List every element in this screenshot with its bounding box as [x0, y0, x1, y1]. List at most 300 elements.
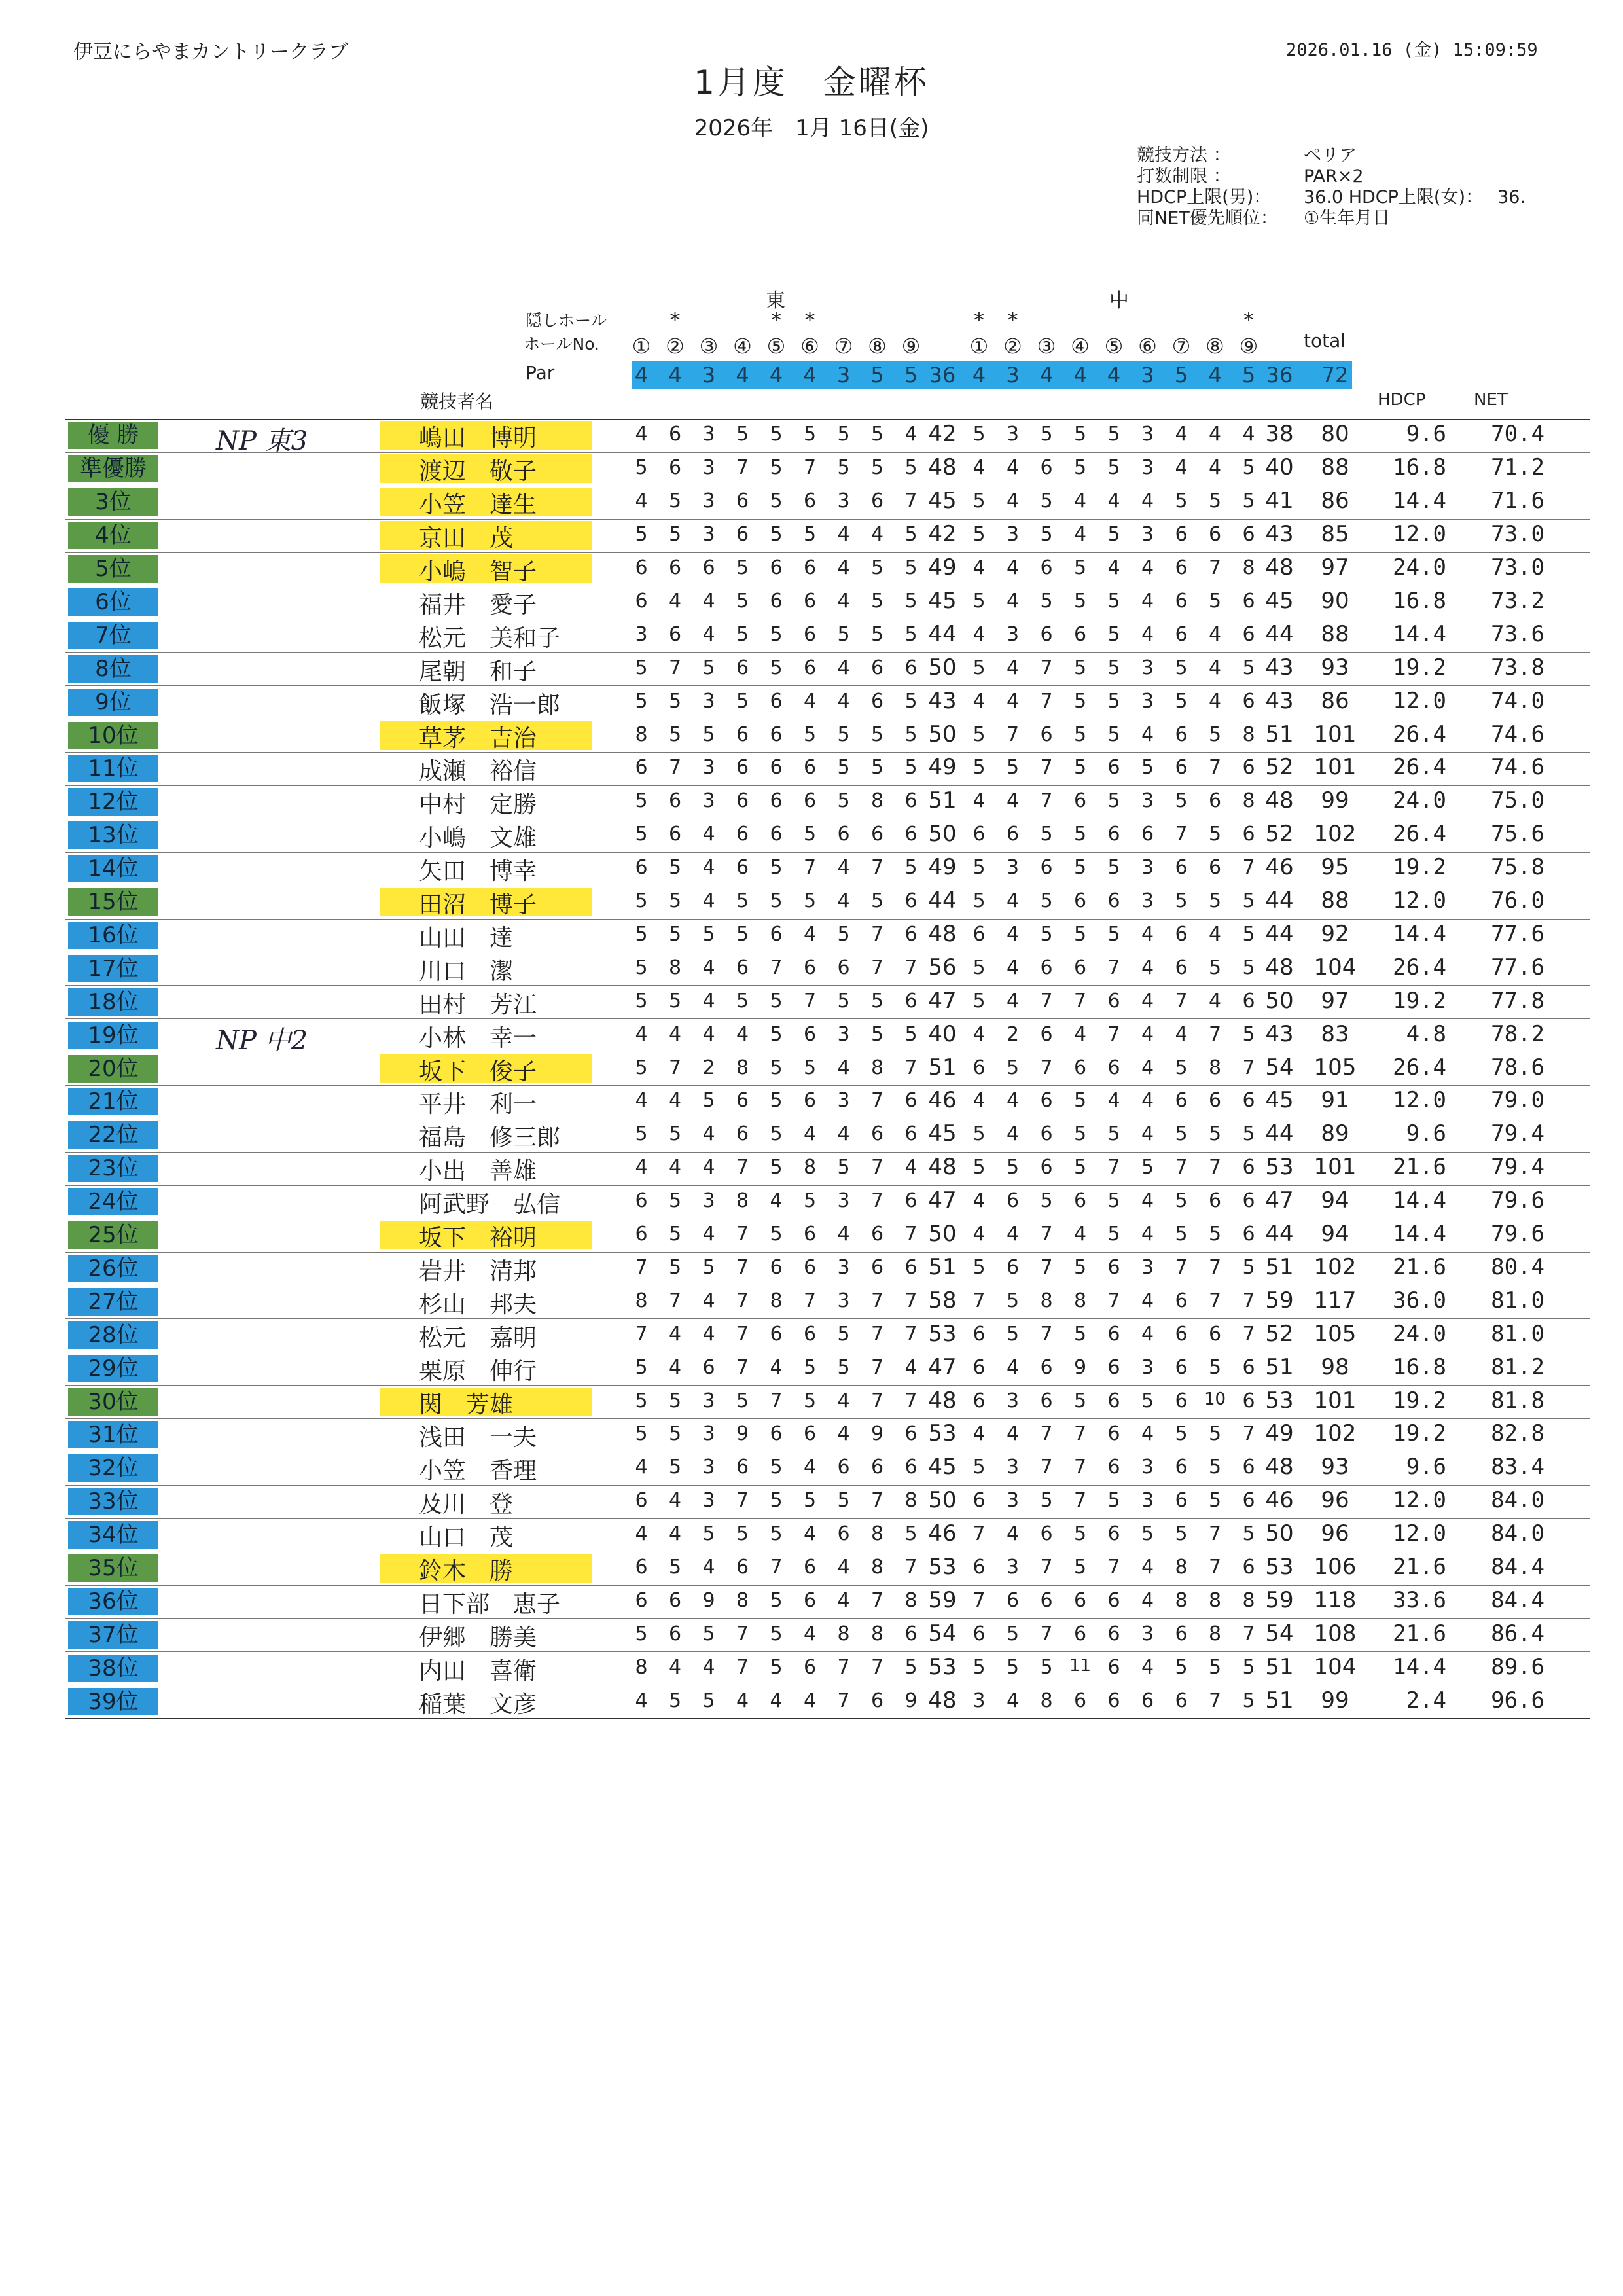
row-divider [65, 1418, 1590, 1419]
in-total: 51 [1265, 721, 1294, 747]
hole-score-in: 6 [1107, 1056, 1120, 1079]
hole-score-out: 5 [702, 1089, 715, 1113]
hole-score-in: 6 [1242, 1355, 1255, 1379]
hole-score-out: 5 [736, 989, 749, 1013]
in-total: 43 [1265, 687, 1294, 714]
hole-score-out: 5 [837, 989, 850, 1013]
hole-score-out: 5 [635, 889, 648, 913]
hole-score-out: 5 [904, 622, 918, 646]
hole-score-out: 4 [837, 1588, 850, 1612]
hole-score-in: 7 [1208, 756, 1222, 780]
gross-total: 96 [1321, 1487, 1349, 1514]
hole-score-out: 6 [904, 1456, 918, 1479]
in-total: 41 [1265, 488, 1294, 514]
hole-score-out: 5 [837, 622, 850, 646]
hole-score-in: 6 [1073, 889, 1087, 913]
hole-score-out: 4 [837, 1223, 850, 1246]
hole-score-out: 8 [635, 1655, 648, 1679]
hole-score-in: 5 [1073, 423, 1087, 446]
row-divider [65, 519, 1590, 520]
hole-score-out: 4 [736, 1689, 749, 1712]
hole-score-out: 7 [870, 1156, 884, 1179]
player-name: 嶋田 博明 [419, 425, 537, 452]
player-name: 山田 達 [419, 924, 514, 952]
rank-badge: 3位 [68, 488, 158, 516]
hole-score-in: 6 [972, 1355, 986, 1379]
hole-score-out: 4 [837, 1056, 850, 1079]
hole-score-in: 5 [1040, 423, 1053, 446]
hole-score-in: 6 [972, 1056, 986, 1079]
hdcp-value: 14.4 [1393, 1221, 1446, 1247]
rank-badge: 15位 [68, 888, 158, 916]
gross-total: 101 [1313, 1387, 1357, 1414]
in-total: 44 [1265, 1221, 1294, 1247]
gross-total: 118 [1313, 1587, 1357, 1613]
hole-score-out: 4 [837, 656, 850, 679]
hole-score-in: 6 [1175, 556, 1188, 580]
hole-score-out: 5 [770, 1156, 783, 1179]
middle-course-label: 中 [1109, 289, 1129, 312]
hole-score-out: 5 [770, 523, 783, 547]
hdcp-value: 33.6 [1393, 1587, 1446, 1613]
out-total: 47 [928, 987, 957, 1014]
gross-total: 91 [1321, 1087, 1349, 1114]
player-name: 渡辺 敬子 [419, 458, 537, 486]
hole-number-out: ③ [699, 334, 719, 359]
hole-score-out: 5 [837, 1156, 850, 1179]
hole-score-out: 6 [635, 589, 648, 613]
hole-score-in: 3 [1141, 789, 1154, 813]
out-total: 58 [928, 1287, 957, 1314]
player-name: 松元 嘉明 [419, 1324, 537, 1352]
hole-score-out: 4 [736, 1022, 749, 1046]
hole-score-out: 5 [635, 1622, 648, 1645]
rule-row [1137, 166, 1525, 187]
hole-score-out: 4 [837, 589, 850, 613]
hole-score-out: 3 [702, 1489, 715, 1513]
hole-score-out: 4 [702, 889, 715, 913]
hole-score-out: 6 [635, 556, 648, 580]
hole-score-out: 5 [803, 423, 817, 446]
hole-score-out: 5 [837, 723, 850, 746]
hole-score-out: 7 [870, 1489, 884, 1513]
rule-key: HDCP上限(男)： [1137, 187, 1272, 207]
hole-score-out: 5 [770, 1022, 783, 1046]
hole-score-out: 5 [770, 1588, 783, 1612]
hole-number-out: ⑤ [766, 334, 786, 359]
hole-score-out: 7 [803, 1289, 817, 1312]
hdcp-value: 9.6 [1406, 1454, 1446, 1480]
hole-score-in: 4 [1141, 490, 1154, 513]
rule-value: ①生年月日 [1304, 208, 1391, 228]
hole-score-out: 5 [702, 656, 715, 679]
hole-score-in: 6 [1040, 1156, 1053, 1179]
hole-score-in: 5 [1006, 1289, 1020, 1312]
hole-score-in: 5 [1107, 456, 1120, 480]
hole-score-in: 6 [1242, 1223, 1255, 1246]
rank-badge: 準優勝 [68, 455, 158, 482]
hole-score-out: 5 [870, 889, 884, 913]
handwritten-note: NP 東3 [216, 426, 308, 456]
in-total: 51 [1265, 1687, 1294, 1713]
hole-score-out: 4 [702, 989, 715, 1013]
hdcp-value: 12.0 [1393, 1487, 1446, 1514]
hole-score-in: 5 [1073, 589, 1087, 613]
hole-score-in: 4 [1208, 456, 1222, 480]
hole-score-in: 4 [1006, 656, 1020, 679]
hole-score-in: 5 [972, 490, 986, 513]
gross-total: 101 [1313, 721, 1357, 747]
rank-badge: 32位 [68, 1454, 158, 1482]
hole-score-in: 6 [1175, 756, 1188, 780]
hdcp-value: 9.6 [1406, 1121, 1446, 1147]
hole-score-out: 5 [837, 1489, 850, 1513]
out-total: 48 [928, 1154, 957, 1181]
hole-score-in: 6 [972, 1389, 986, 1412]
hole-score-out: 4 [904, 423, 918, 446]
par-value-out: 4 [769, 363, 783, 387]
hole-score-in: 4 [1006, 789, 1020, 813]
hole-score-in: 7 [1242, 1056, 1255, 1079]
rank-badge: 優 勝 [68, 422, 158, 449]
in-total: 59 [1265, 1287, 1294, 1314]
hole-score-out: 4 [668, 589, 682, 613]
hole-score-out: 6 [870, 490, 884, 513]
hidden-hole-marker: * [669, 308, 681, 332]
hole-score-in: 6 [1175, 622, 1188, 646]
rule-row [1137, 187, 1525, 208]
rule-row [1137, 145, 1525, 166]
hole-score-in: 6 [1242, 1389, 1255, 1412]
hole-score-out: 4 [837, 1422, 850, 1446]
par-value-in: 4 [972, 363, 986, 387]
par-value-in: 4 [1208, 363, 1222, 387]
hole-score-in: 6 [1175, 1322, 1188, 1346]
hdcp-value: 14.4 [1393, 488, 1446, 514]
hdcp-value: 24.0 [1393, 554, 1446, 581]
hole-score-out: 6 [803, 1022, 817, 1046]
gross-total: 99 [1321, 787, 1349, 814]
hole-score-out: 3 [837, 490, 850, 513]
hole-score-in: 3 [1006, 1456, 1020, 1479]
in-total: 52 [1265, 821, 1294, 848]
net-score: 84.4 [1491, 1587, 1544, 1613]
hole-score-in: 8 [1242, 1588, 1255, 1612]
hdcp-value: 26.4 [1393, 821, 1446, 848]
hole-score-in: 6 [1040, 1522, 1053, 1546]
rank-badge: 31位 [68, 1421, 158, 1448]
hole-score-out: 4 [702, 823, 715, 846]
hole-score-out: 3 [837, 1289, 850, 1312]
hole-score-out: 6 [837, 956, 850, 979]
hole-score-in: 3 [1141, 856, 1154, 880]
hole-score-out: 5 [668, 922, 682, 946]
hdcp-value: 4.8 [1406, 1020, 1446, 1047]
hole-score-in: 6 [1242, 1089, 1255, 1113]
hole-score-out: 7 [736, 1489, 749, 1513]
hole-score-out: 6 [736, 490, 749, 513]
net-score: 79.4 [1491, 1121, 1544, 1147]
hdcp-value: 16.8 [1393, 587, 1446, 614]
player-name: 及川 登 [419, 1491, 514, 1518]
rank-badge: 19位 [68, 1022, 158, 1049]
rule-value: ペリア [1304, 145, 1357, 166]
hole-score-out: 6 [770, 789, 783, 813]
hole-score-out: 5 [668, 889, 682, 913]
par-total: 72 [1321, 363, 1349, 387]
hole-score-in: 7 [1175, 1156, 1188, 1179]
hole-score-out: 8 [736, 1189, 749, 1213]
player-name: 阿武野 弘信 [419, 1191, 561, 1219]
out-total: 45 [928, 1121, 957, 1147]
hole-score-out: 6 [904, 1255, 918, 1279]
hole-score-out: 6 [770, 1255, 783, 1279]
net-score: 84.0 [1491, 1487, 1544, 1514]
player-name: 浅田 一夫 [419, 1424, 537, 1452]
east-course-label: 東 [766, 289, 785, 312]
in-total: 44 [1265, 888, 1294, 914]
hole-score-out: 7 [668, 1056, 682, 1079]
hole-score-out: 8 [870, 789, 884, 813]
hole-score-in: 5 [1175, 656, 1188, 679]
hole-score-out: 4 [668, 1322, 682, 1346]
hole-score-out: 3 [702, 490, 715, 513]
rank-badge: 33位 [68, 1488, 158, 1515]
hole-score-in: 8 [1208, 1056, 1222, 1079]
par-value-out: 5 [870, 363, 884, 387]
hole-score-in: 4 [1175, 423, 1188, 446]
hole-score-in: 4 [1208, 922, 1222, 946]
hole-score-out: 6 [904, 922, 918, 946]
hole-score-out: 6 [803, 589, 817, 613]
in-total: 53 [1265, 1387, 1294, 1414]
hole-score-in: 4 [1141, 723, 1154, 746]
hdcp-value: 14.4 [1393, 620, 1446, 647]
hole-score-in: 5 [1073, 1556, 1087, 1579]
hole-score-in: 5 [1073, 556, 1087, 580]
hdcp-value: 14.4 [1393, 1653, 1446, 1680]
hole-score-in: 6 [1208, 1322, 1222, 1346]
hole-score-out: 6 [803, 556, 817, 580]
rank-badge: 23位 [68, 1155, 158, 1182]
hole-score-in: 4 [1006, 1122, 1020, 1146]
hole-score-out: 6 [668, 622, 682, 646]
hole-score-in: 6 [1242, 1556, 1255, 1579]
hole-number-in: ⑦ [1171, 334, 1191, 359]
par-value-in: 4 [1073, 363, 1087, 387]
hole-score-out: 5 [837, 789, 850, 813]
gross-total: 88 [1321, 620, 1349, 647]
hdcp-value: 12.0 [1393, 1520, 1446, 1547]
hole-score-in: 6 [1107, 1422, 1120, 1446]
hole-score-in: 5 [1242, 1122, 1255, 1146]
out-total: 46 [928, 1520, 957, 1547]
hole-score-in: 4 [1107, 1089, 1120, 1113]
hole-score-in: 6 [1040, 622, 1053, 646]
hole-score-out: 3 [702, 756, 715, 780]
hole-score-out: 7 [668, 1289, 682, 1312]
par-label: Par [526, 362, 555, 384]
in-total: 54 [1265, 1620, 1294, 1647]
hole-score-out: 4 [702, 1122, 715, 1146]
out-total: 47 [928, 1187, 957, 1214]
in-total: 49 [1265, 1420, 1294, 1447]
hole-score-in: 5 [1107, 1189, 1120, 1213]
hole-score-out: 6 [736, 789, 749, 813]
hole-score-out: 6 [904, 889, 918, 913]
hole-score-in: 7 [1208, 1289, 1222, 1312]
hole-score-out: 5 [870, 1022, 884, 1046]
out-total: 45 [928, 587, 957, 614]
hole-score-out: 3 [837, 1022, 850, 1046]
hole-score-out: 8 [904, 1588, 918, 1612]
out-total: 50 [928, 821, 957, 848]
hole-score-in: 5 [1040, 490, 1053, 513]
hole-score-out: 6 [668, 823, 682, 846]
hole-score-out: 3 [702, 789, 715, 813]
gross-total: 105 [1313, 1054, 1357, 1081]
hole-score-in: 5 [1208, 1122, 1222, 1146]
gross-total: 102 [1313, 821, 1357, 848]
hole-score-in: 6 [1107, 989, 1120, 1013]
hole-score-in: 2 [1006, 1022, 1020, 1046]
hole-score-in: 6 [1242, 989, 1255, 1013]
hole-score-out: 5 [770, 622, 783, 646]
in-total: 38 [1265, 421, 1294, 448]
hole-score-in: 5 [1242, 1255, 1255, 1279]
hole-score-out: 6 [870, 1223, 884, 1246]
gross-total: 102 [1313, 1420, 1357, 1447]
net-score: 73.6 [1491, 620, 1544, 647]
hole-score-in: 3 [1006, 1556, 1020, 1579]
net-score: 79.6 [1491, 1187, 1544, 1214]
hole-score-in: 5 [1006, 1156, 1020, 1179]
hole-score-in: 6 [1175, 523, 1188, 547]
hole-score-out: 5 [635, 789, 648, 813]
hole-score-out: 5 [770, 490, 783, 513]
hole-score-in: 4 [1006, 1422, 1020, 1446]
rank-badge: 14位 [68, 855, 158, 882]
hole-number-in: ① [969, 334, 989, 359]
hole-score-in: 3 [1141, 1355, 1154, 1379]
hole-score-in: 3 [1141, 1622, 1154, 1645]
hole-score-in: 7 [1242, 856, 1255, 880]
printed-timestamp: 2026.01.16 (金) 15:09:59 [1286, 40, 1538, 60]
hole-score-out: 6 [736, 1122, 749, 1146]
hole-score-out: 7 [904, 1556, 918, 1579]
hole-score-in: 6 [1107, 1389, 1120, 1412]
hole-number-in: ③ [1037, 334, 1056, 359]
hole-score-in: 7 [1073, 1456, 1087, 1479]
hole-score-in: 5 [1073, 1122, 1087, 1146]
hole-score-in: 5 [1242, 490, 1255, 513]
hole-score-in: 4 [1006, 1689, 1020, 1712]
hole-score-in: 4 [972, 1089, 986, 1113]
net-score: 73.0 [1491, 521, 1544, 548]
hole-score-in: 6 [1242, 823, 1255, 846]
hole-score-out: 4 [635, 1456, 648, 1479]
par-value-in: 5 [1241, 363, 1256, 387]
hdcp-value: 19.2 [1393, 854, 1446, 881]
hole-score-in: 5 [1073, 723, 1087, 746]
hole-score-in: 4 [972, 789, 986, 813]
hole-score-out: 5 [736, 1522, 749, 1546]
hole-score-in: 5 [1208, 723, 1222, 746]
hole-number-in: ⑧ [1205, 334, 1224, 359]
player-name: 小笠 香理 [419, 1458, 537, 1485]
hole-score-out: 7 [736, 1156, 749, 1179]
out-total: 49 [928, 854, 957, 881]
hole-score-out: 6 [870, 1255, 884, 1279]
hole-score-in: 5 [1107, 622, 1120, 646]
hole-score-out: 7 [770, 956, 783, 979]
hole-score-out: 7 [870, 1389, 884, 1412]
player-name: 坂下 俊子 [419, 1058, 537, 1085]
row-divider [65, 1385, 1590, 1386]
hole-score-in: 4 [972, 1422, 986, 1446]
hole-score-in: 6 [1242, 756, 1255, 780]
hole-score-in: 6 [972, 1322, 986, 1346]
hole-score-in: 5 [972, 1156, 986, 1179]
hole-score-in: 4 [1006, 1089, 1020, 1113]
hole-score-in: 6 [1175, 1355, 1188, 1379]
hole-score-out: 6 [803, 490, 817, 513]
row-divider [65, 1585, 1590, 1586]
gross-total: 95 [1321, 854, 1349, 881]
player-name: 関 芳雄 [419, 1391, 514, 1418]
hole-score-out: 6 [668, 556, 682, 580]
hole-number-out: ① [632, 334, 651, 359]
out-total: 53 [928, 1653, 957, 1680]
net-score: 81.8 [1491, 1387, 1544, 1414]
hole-score-in: 5 [1208, 1489, 1222, 1513]
hole-score-in: 6 [1107, 823, 1120, 846]
hole-score-in: 6 [1073, 1588, 1087, 1612]
player-name: 松元 美和子 [419, 624, 561, 652]
net-score: 77.8 [1491, 987, 1544, 1014]
hole-score-in: 7 [1040, 1422, 1053, 1446]
out-total: 45 [928, 488, 957, 514]
hole-score-in: 4 [1141, 1223, 1154, 1246]
hole-number-out: ⑧ [868, 334, 887, 359]
hole-score-out: 6 [635, 1588, 648, 1612]
out-total: 50 [928, 721, 957, 747]
hole-score-in: 4 [1208, 423, 1222, 446]
player-name: 尾朝 和子 [419, 658, 537, 685]
hole-score-out: 6 [770, 556, 783, 580]
hole-score-out: 6 [736, 956, 749, 979]
hole-score-in: 5 [1073, 456, 1087, 480]
hole-score-in: 3 [1006, 423, 1020, 446]
rank-badge: 4位 [68, 522, 158, 549]
hole-score-in: 4 [1006, 456, 1020, 480]
hole-score-out: 4 [635, 423, 648, 446]
in-total: 45 [1265, 1087, 1294, 1114]
hole-score-out: 7 [668, 756, 682, 780]
gross-total: 105 [1313, 1320, 1357, 1347]
hole-score-out: 6 [770, 922, 783, 946]
hole-score-in: 6 [1073, 1056, 1087, 1079]
hole-score-out: 4 [668, 1089, 682, 1113]
hole-score-in: 8 [1040, 1689, 1053, 1712]
hole-score-in: 5 [1040, 1189, 1053, 1213]
hole-score-out: 6 [702, 556, 715, 580]
hole-score-in: 6 [1006, 1255, 1020, 1279]
hole-score-out: 7 [870, 1089, 884, 1113]
net-score: 81.2 [1491, 1354, 1544, 1380]
hole-score-out: 5 [702, 1255, 715, 1279]
hole-score-out: 5 [668, 1223, 682, 1246]
